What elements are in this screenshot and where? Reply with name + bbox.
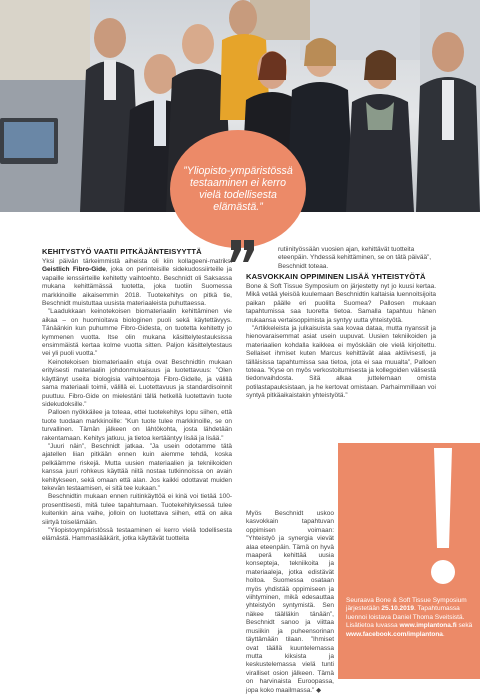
callout-text: Seuraava Bone & Soft Tissue Symposium järjestetään 25.10.2019. Tapahtumassa luennoi loistava Daniel Thoma Sveitsistä. Lisätietoa luvassa www.implantona.fi sekä www.facebook.com/implantona. (346, 597, 473, 638)
info-callout-box (338, 443, 480, 679)
paragraph: Bone & Soft Tissue Symposium on järjestetty nyt jo kuusi kertaa. Mikä vetää yleisöä kuulemaan Beschnidtin kaltaisia luennoitsijoita paikan päälle eri puolilta Suomea? Pallosen mukaan tapahtumissa saa tuoretta tietoa. Samalla tapahtuu hänen mukaansa vertaisoppimista ja syntyy uutta yhteistyötä. (246, 283, 436, 324)
paragraph: ”Yliopistoympäristössä testaaminen ei kerro vielä todellisesta elämästä. Hammaslääkärit, jotka käyttävät tuotteita (42, 527, 232, 543)
paragraph: ”Laadukkaan keinotekoisen biomateriaalin kehittäminen vie aikaa – on huomioitava biologinen puoli sekä käytettävyys. Tänäänkin kun puhumme Fibro-Gidesta, on tuotetta kehitetty jo kymmenen vuotta. Itse olin mukana käsittelytestauksissa ensimmäistä kertaa kolme vuotta sitten. Paljon käsittelytestaus vei yli puoli vuotta.” (42, 308, 232, 358)
section-heading-learning: KASVOKKAIN OPPIMINEN LISÄÄ YHTEISTYÖTÄ (246, 272, 426, 281)
section-heading-development: KEHITYSTYÖ VAATII PITKÄJÄNTEISYYTTÄ (42, 247, 202, 256)
pull-quote-bubble (170, 130, 306, 248)
paragraph: ”Juuri näin”, Beschnidt jatkaa. ”Ja usein odotamme tätä ajatellen liian pitkään ennen kuin aiemme tehdä, koska pelkäämme riskejä. Mutta uusien materiaalien ja tekniikoiden kanssa juuri rohkeus käyttää niitä nostaa tutkinnoissa on avain kehitykseen, sekä omaan että alan. Jos kaikki odottavat muiden tekevän testaamisen, ei sitä tee kukaan.” (42, 442, 232, 492)
paragraph: Beschnidtin mukaan ennen ruitinkäyttöä ei kinä voi tietää 100-prosenttisesti, mitä tulee tapahtumaan. Tuotekehityksessä tulee kuitenkin aina vaihe, jolloin on luotettava siihen, että on aika siirtyä toiselämään. (42, 493, 232, 526)
exclamation-icon (428, 448, 458, 588)
right-column-ending: Myös Beschnidt uskoo kasvokkain tapahtuvan oppimisen voimaan: ”Yhteistyö ja synergia vievät alaa eteenpäin. Tämä on hyvä maaperä kehittää uusia konsepteja, tekniikoita ja materiaaleja, jotka edistävät hoitoa. Suomessa osataan myös yhdistää oppimiseen ja viihtyminen, mikä edesauttaa yhteistyön syntymistä. Sen näkee täälläkin tänään”, Beschnidt sanoo ja viittaa musiikin ja puheensorinan täyttämään tilaan. ”Ihmiset ovat täällä kuuntelemassa mutta kiksista ja keskustelemassa vielä tunti viralliset osion jälkeen. Tämä on harvinaista Euroopassa, jopa koko maailmassa.” ◆ (246, 510, 334, 694)
end-mark-icon: ◆ (316, 686, 322, 694)
right-article-column (246, 272, 436, 401)
paragraph: ”Artikkeleista ja julkaisuista saa kovaa dataa, mutta nyanssit ja hienovaraisemmat asiat usein uupuvat. Uusien tekniikoiden ja materiaalien kohdalla kaikkea ei myöskään ole vielä kirjoitettu. Sellaiset ihmiset kuten Marcus kehittävät alaa aktiivisesti, ja tälläisissa tapahtumissa saa tietoa, jota ei saa muualta”, Palloen toteaa. ”Kyse on myös verkostoitumisesta ja kollegoiden välisestä tiedonvaihdosta. Sitä alkaa juttelemaan omista potilastapauksistaan, ja he kertovat omistaan. Parhaimmillaan voi syntyä pitkäaikaistakin yhteistyötä.” (246, 325, 436, 400)
quote-marks-icon (228, 240, 258, 262)
paragraph: Palloen nyökkäilee ja toteaa, ettei tuotekehitys lopu siihen, että tuote tuodaan markkinoille: ”Kun tuote tulee markkinoille, se on turvallinen. Tämän jälkeen on lähtökohta, josta lähdetään rakentamaan. Kehitys jatkuu, ja tietoa kertääntyy lisää ja lisää.” (42, 409, 232, 442)
paragraph: Yksi päivän tärkeimmistä aiheista oli kiin kollageeni-matriksi Geistlich Fibro-Gide, joka on perinteisille sidekudossiirteille ja vapaille ienssiirteille kehitetty vaihtoehto. Beschnidt oli Saksassa mukana kehittämässä tuotetta, joka tuotiin Suomessa markkinoille aikaisemmin 2018. Tuotekehitys on pitkä tie, Beschnidt muistuttaa uusista materiaaleista puhuttaessa. (42, 258, 232, 308)
right-column-continuation: rutiinityössään vuosien ajan, kehittävät tuotteita eteenpäin. Yhdessä kehittäminen, se on tätä päivää”, Beschnidt toteaa. (278, 246, 432, 270)
product-name: Geistlich Fibro-Gide (42, 266, 106, 274)
paragraph: Keinotekoisen biomateriaalin etuja ovat Beschnidtin mukaan erityisesti materiaalin johdonmukaisuus ja luotettavuus: ”Olen käyttänyt useita biologisia vaihtoehtoja Fibro-Gidelle, ja välillä sama materiaali toimii, välillä ei. Luotettavuus ja standardisoinnit puuttuu. Fibro-Gide on mielestäni tällä hetkellä luotettavin tuote sidekudoksille.” (42, 358, 232, 408)
pull-quote-text: ”Yliopisto-ympäristössä testaaminen ei kerro vielä todellisesta elämästä.” (183, 165, 293, 213)
facebook-link[interactable]: www.facebook.com/implantona (346, 630, 443, 638)
left-article-column (42, 247, 232, 544)
website-link[interactable]: www.implantona.fi (399, 622, 457, 630)
